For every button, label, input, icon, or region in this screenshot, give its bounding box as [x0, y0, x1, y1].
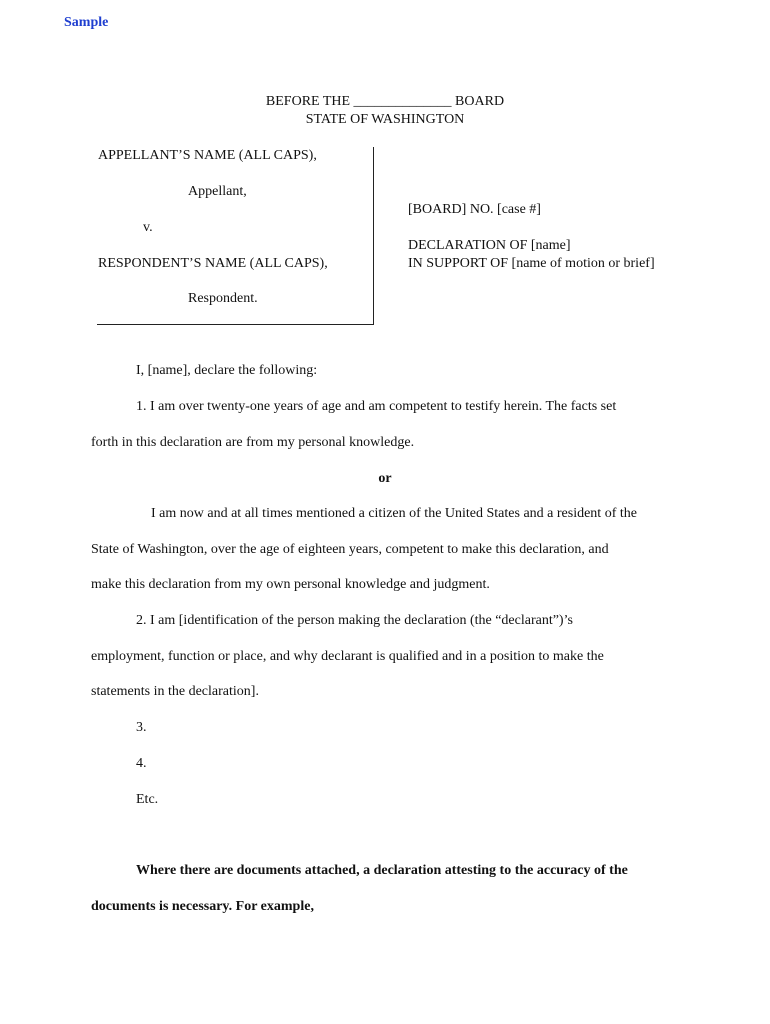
- or-separator: or: [378, 471, 392, 486]
- documents-note-line-2: documents is necessary. For example,: [91, 899, 314, 914]
- respondent-name: RESPONDENT’S NAME (ALL CAPS),: [98, 256, 328, 271]
- caption-horizontal-rule: [97, 324, 374, 325]
- declaration-title-line1: DECLARATION OF [name]: [408, 238, 571, 253]
- alt-paragraph-line-1: I am now and at all times mentioned a citizen of the United States and a resident of the: [151, 506, 637, 521]
- paragraph-2-line-2: employment, function or place, and why declarant is qualified and in a position to make the: [91, 649, 604, 664]
- versus-label: v.: [143, 220, 153, 235]
- alt-paragraph-line-3: make this declaration from my own personal knowledge and judgment.: [91, 577, 490, 592]
- state-header: STATE OF WASHINGTON: [305, 112, 465, 127]
- respondent-role: Respondent.: [188, 291, 258, 306]
- declaration-title-line2: IN SUPPORT OF [name of motion or brief]: [408, 256, 655, 271]
- paragraph-2-line-3: statements in the declaration].: [91, 684, 259, 699]
- paragraph-1-line-2: forth in this declaration are from my personal knowledge.: [91, 435, 415, 450]
- caption-vertical-rule: [373, 147, 374, 325]
- item-3: 3.: [136, 720, 147, 735]
- paragraph-2-line-1: 2. I am [identification of the person making the declaration (the “declarant”)’s: [136, 613, 573, 628]
- alt-paragraph-line-2: State of Washington, over the age of eighteen years, competent to make this declaration, and: [91, 542, 609, 557]
- documents-note-line-1: Where there are documents attached, a declaration attesting to the accuracy of the: [136, 863, 628, 878]
- intro-line: I, [name], declare the following:: [136, 363, 318, 378]
- sample-watermark: Sample: [64, 15, 109, 30]
- item-4: 4.: [136, 756, 147, 771]
- paragraph-1-line-1: 1. I am over twenty-one years of age and am competent to testify herein. The facts set: [136, 399, 617, 414]
- case-number: [BOARD] NO. [case #]: [408, 202, 541, 217]
- appellant-role: Appellant,: [188, 184, 247, 199]
- appellant-name: APPELLANT’S NAME (ALL CAPS),: [98, 148, 317, 163]
- board-header: BEFORE THE ______________ BOARD: [265, 94, 505, 109]
- item-etc: Etc.: [136, 792, 159, 807]
